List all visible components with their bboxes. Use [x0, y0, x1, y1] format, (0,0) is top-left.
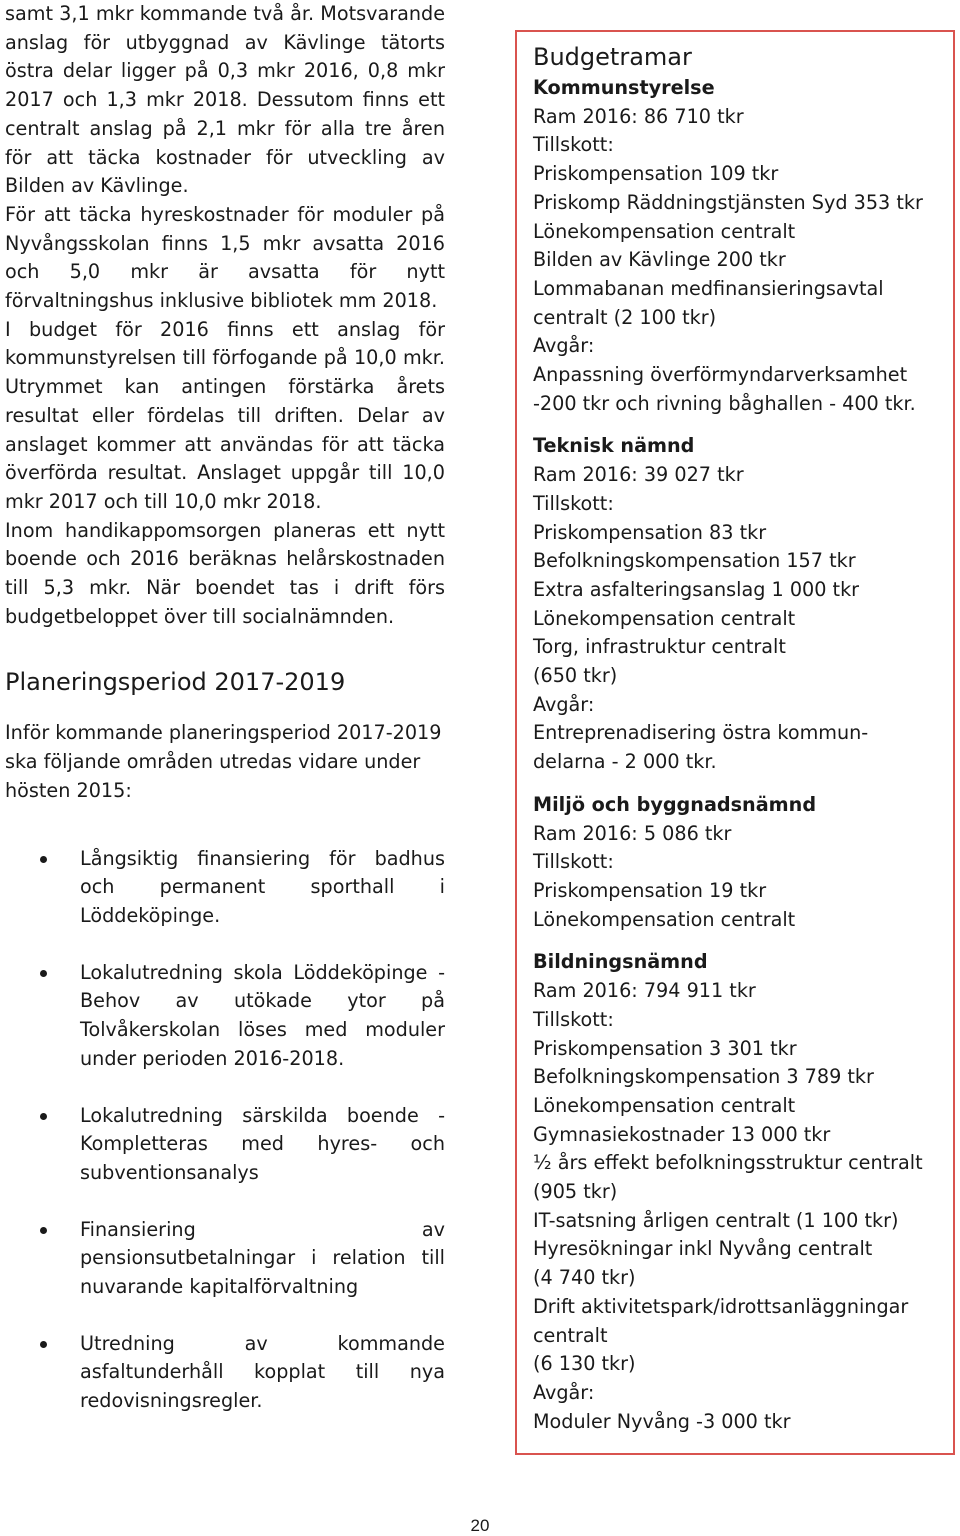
budget-group-title: Teknisk nämnd — [533, 434, 695, 458]
budget-group — [533, 74, 939, 418]
budget-line: Befolkningskompensation 3 789 tkr — [533, 1065, 874, 1089]
paragraph: I budget för 2016 finns ett anslag för kommunstyrelsen till förfogande på 10,0 mkr. Utrymmet kan antingen förstärka årets resultat eller fördelas till driften. Delar av anslaget kommer att användas för att täcka överförda resultat. Anslaget uppgår till 10,0 mkr 2017 och till 10,0 mkr 2018. — [5, 317, 445, 513]
budget-group-title: Bildningsnämnd — [533, 950, 708, 974]
paragraph: samt 3,1 mkr kommande två år. Motsvarande anslag för utbyggnad av Kävlinge tätorts östra delar ligger på 0,3 mkr 2016, 0,8 mkr 2017 och 1,3 mkr 2018. Dessutom finns ett centralt anslag på 2,1 mkr för alla tre åren för att täcka kostnader för utveckling av Bilden av Kävlinge. — [5, 2, 445, 198]
budget-line: centralt — [533, 1323, 608, 1347]
budget-group-title: Kommunstyrelse — [533, 76, 715, 99]
budget-group — [533, 948, 939, 1436]
budget-line: (650 tkr) — [533, 664, 618, 688]
paragraph: För att täcka hyreskostnader för moduler på Nyvångsskolan finns 1,5 mkr avsatta 2016 och 5,0 mkr är avsatta för nytt förvaltningshus inklusive bibliotek mm 2018. — [5, 202, 445, 313]
budget-line: Lönekompensation centralt — [533, 606, 796, 630]
budget-line: Ram 2016: 5 086 tkr — [533, 821, 732, 845]
budget-line: IT-satsning årligen centralt (1 100 tkr) — [533, 1208, 899, 1232]
budget-line: Tillskott: — [533, 1007, 614, 1031]
budget-line: Lommabanan medfinansieringsavtal — [533, 276, 884, 300]
budget-line: Priskomp Räddningstjänsten Syd 353 tkr — [533, 190, 923, 214]
budget-group — [533, 791, 939, 935]
budget-line: Bilden av Kävlinge 200 tkr — [533, 248, 786, 272]
budget-line: Avgår: — [533, 692, 595, 716]
budget-line: Lönekompensation centralt — [533, 1093, 796, 1117]
budget-line: Befolkningskompensation 157 tkr — [533, 549, 856, 573]
budget-line: (6 130 tkr) — [533, 1352, 636, 1376]
list-item: Finansiering av pensionsutbetalningar i relation till nuvarande kapitalförvaltning — [5, 1216, 445, 1302]
budget-line: (4 740 tkr) — [533, 1266, 636, 1290]
budget-line: Ram 2016: 794 911 tkr — [533, 979, 756, 1003]
investigation-list — [5, 845, 445, 1416]
budget-line: Avgår: — [533, 334, 595, 358]
budget-line: Moduler Nyvång -3 000 tkr — [533, 1409, 791, 1433]
budget-line: Tillskott: — [533, 133, 614, 157]
budget-line: Hyresökningar inkl Nyvång centralt — [533, 1237, 873, 1261]
page-number: 20 — [470, 1516, 490, 1535]
budget-line: Priskompensation 83 tkr — [533, 520, 767, 544]
list-item: Lokalutredning skola Löddeköpinge -Behov av utökade ytor på Tolvåkerskolan löses med moduler under perioden 2016-2018. — [5, 959, 445, 1074]
budget-line: Tillskott: — [533, 850, 614, 874]
budget-line: centralt (2 100 tkr) — [533, 305, 717, 329]
list-item: Långsiktig finansiering för badhus och permanent sporthall i Löddeköpinge. — [5, 845, 445, 931]
budget-line: Lönekompensation centralt — [533, 907, 796, 931]
budget-line: ½ års effekt befolkningsstruktur centralt — [533, 1151, 923, 1175]
budget-line: Priskompensation 3 301 tkr — [533, 1036, 797, 1060]
budget-line: (905 tkr) — [533, 1180, 618, 1204]
budget-line: Drift aktivitetspark/idrottsanläggningar — [533, 1294, 909, 1318]
budget-groups — [533, 74, 939, 1436]
paragraph: Inom handikappomsorgen planeras ett nytt boende och 2016 beräknas helårskostnaden till 5,3 mkr. När boendet tas i drift förs budgetbeloppet över till socialnämnden. — [5, 518, 445, 628]
list-item: Utredning av kommande asfaltunderhåll kopplat till nya redovisningsregler. — [5, 1330, 445, 1416]
budget-line: Tillskott: — [533, 491, 614, 515]
budget-line: Torg, infrastruktur centralt — [533, 635, 786, 659]
budget-group — [533, 432, 939, 776]
budget-line: Anpassning överförmyndarverksamhet — [533, 363, 908, 387]
section-heading: Planeringsperiod 2017-2019 — [5, 668, 346, 697]
budget-box — [515, 30, 955, 1455]
list-item: Lokalutredning särskilda boende -Kompletteras med hyres- och subventionsanalys — [5, 1102, 445, 1188]
budget-line: Entreprenadisering östra kommun- — [533, 721, 869, 745]
box-title: Budgetramar — [533, 43, 692, 71]
budget-group-title: Miljö och byggnadsnämnd — [533, 792, 817, 816]
budget-line: delarna - 2 000 tkr. — [533, 750, 717, 774]
budget-line: Priskompensation 19 tkr — [533, 878, 767, 902]
budget-line: Priskompensation 109 tkr — [533, 162, 779, 186]
budget-line: Gymnasiekostnader 13 000 tkr — [533, 1122, 831, 1146]
budget-line: -200 tkr och rivning båghallen - 400 tkr. — [533, 391, 916, 415]
budget-line: Avgår: — [533, 1380, 595, 1404]
budget-line: Lönekompensation centralt — [533, 219, 796, 243]
budget-line: Extra asfalteringsanslag 1 000 tkr — [533, 577, 860, 601]
intro-paragraph: Inför kommande planeringsperiod 2017-2019 ska följande områden utredas vidare under hösten 2015: — [5, 721, 442, 802]
left-column — [5, 0, 445, 1444]
budget-line: Ram 2016: 86 710 tkr — [533, 104, 744, 128]
budget-line: Ram 2016: 39 027 tkr — [533, 463, 744, 487]
